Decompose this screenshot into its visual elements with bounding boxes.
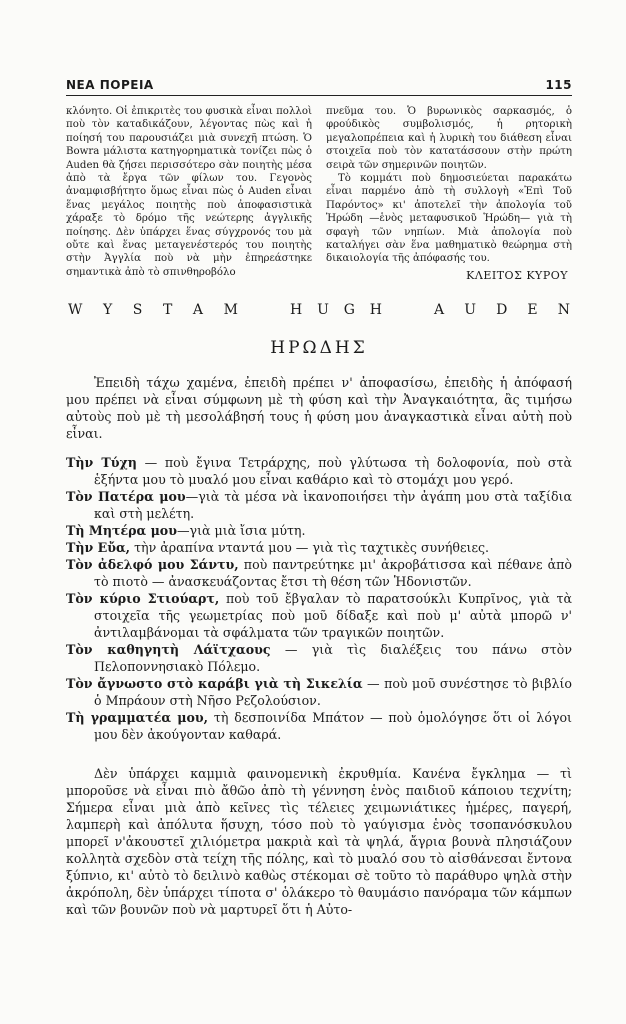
poet-name-letter: D — [496, 302, 508, 319]
gratitude-line-text: —γιὰ τὰ μέσα νὰ ἱκανοποιήσει τὴν ἀγάπη μου στὰ ταξίδια καὶ στὴ μελέτη. — [94, 489, 572, 522]
poet-name-letter: S — [132, 302, 143, 319]
poet-name-letter: A — [192, 302, 204, 319]
gratitude-line — [66, 590, 572, 641]
gratitude-line-text: — γιὰ τὶς διαλέξεις του πάνω στὸν Πελοποννησιακὸ Πόλεμο. — [94, 642, 572, 675]
gratitude-line-text: —γιὰ μιὰ ἴσια μύτη. — [176, 523, 306, 539]
poet-last-name — [434, 302, 570, 318]
gratitude-line-text: ποὺ τοῦ ἔβγαλαν τὸ παρατσούκλι Κυπρῖνος, γιὰ τὰ στοιχεῖα τῆς γεωμετρίας ποὺ μοῦ δίδαξε καὶ ποὺ μ' αὐτὰ μπορῶ ν' ἀντιλαμβάνομαι τὰ σφάλματα τῶν τραγικῶν ποιητῶν. — [94, 591, 572, 641]
page-number: 115 — [545, 78, 572, 92]
poet-first-name — [68, 302, 238, 318]
gratitude-line — [66, 641, 572, 675]
poet-name-letter: H — [290, 302, 303, 319]
poet-name-letter: Y — [102, 302, 113, 319]
gratitude-list — [66, 454, 572, 743]
gratitude-line-lead: Τὸν καθηγητὴ Λάϊτχαους — [66, 642, 271, 658]
left-column — [66, 105, 312, 282]
journal-title: ΝΕΑ ΠΟΡΕΙΑ — [66, 78, 154, 92]
poet-name-letter: U — [464, 302, 477, 319]
gratitude-line — [66, 454, 572, 488]
poem-intro — [66, 374, 572, 442]
gratitude-line — [66, 488, 572, 522]
gratitude-line — [66, 522, 572, 539]
poem-title: ΗΡΩΔΗΣ — [270, 338, 368, 359]
poet-name-letter: N — [557, 302, 570, 319]
gratitude-line-lead: Τὴ γραμματέα μου, — [66, 710, 209, 726]
poem-closing — [66, 765, 572, 918]
right-column-paragraph-2: Τὸ κομμάτι ποὺ δημοσιεύεται παρακάτω εἶναι παρμένο ἀπὸ τὴ συλλογὴ «Ἐπὶ Τοῦ Παρόντος» κι' ἀποτελεῖ τὴν ἀπολογία τοῦ Ἡρώδη —ἑνὸς μεταφυσικοῦ Ἡρώδη— γιὰ τὴ σφαγὴ τῶν νηπίων. Μιὰ ἀπολογία ποὺ καταλήγει σὰν ἕνα μαθηματικὸ θεώρημα στὴ δικαιολογία τῆς ἀπόφασής του. — [326, 173, 572, 265]
poet-name — [66, 302, 572, 318]
gratitude-line-text: τὴ δεσποινίδα Μπάτον — ποὺ ὁμολόγησε ὅτι οἱ λόγοι μου δὲν ἀκούγονταν καθαρά. — [94, 710, 572, 743]
right-column-paragraph-1: πνεῦμα του. Ὁ βυρωνικὸς σαρκασμός, ὁ φρούδικὸς συμβολισμός, ἡ ρητορικὴ μεγαλοπρέπεια καὶ ἡ λυρικὴ του διάθεση εἶναι στοιχεῖα ποὺ τὸν κατατάσσουν στὴν πρώτη σειρὰ τῶν σημερινῶν ποιητῶν. — [326, 106, 572, 171]
gratitude-line-lead: Τὸν κύριο Στιούαρτ, — [66, 591, 220, 607]
gratitude-line-text: — ποὺ ἔγινα Τετράρχης, ποὺ γλύτωσα τὴ δολοφονία, ποὺ στὰ ἑξήντα μου τὸ μυαλό μου εἶναι καθάριο καὶ τὸ στομάχι μου γερό. — [94, 455, 572, 488]
page — [66, 78, 572, 918]
poet-name-letter: E — [527, 302, 538, 319]
gratitude-line — [66, 539, 572, 556]
intro-columns — [66, 105, 572, 282]
poet-name-letter: M — [223, 302, 238, 319]
poet-name-letter: H — [369, 302, 382, 319]
poet-name-letter: U — [317, 302, 329, 319]
gratitude-line-text: τὴν ἀραπίνα νταντά μου — γιὰ τὶς ταχτικὲς συνήθειες. — [130, 540, 490, 556]
gratitude-line-lead: Τὴ Μητέρα μου — [66, 523, 177, 539]
poet-name-letter: T — [162, 302, 173, 319]
poet-name-letter: A — [434, 302, 445, 319]
poet-middle-name — [290, 302, 382, 318]
intro-paragraph: Ἐπειδὴ τάχω χαμένα, ἐπειδὴ πρέπει ν' ἀποφασίσω, ἐπειδὴς ἡ ἀπόφασή μου πρέπει νὰ εἶναι σύμφωνη μὲ τὴ φύση καὶ τὴν Ἀναγκαιότητα, ἂς τιμήσω αὐτοὺς ποὺ μὲ τὴ μεσολάβησή τους ἡ φύση μου ἀναγκαστικὰ εἶναι αὐτὴ ποὺ εἶναι. — [66, 375, 572, 442]
poet-name-letter: G — [343, 302, 355, 319]
gratitude-line-lead: Τὸν ἀδελφό μου Σάντυ, — [66, 557, 239, 573]
author-signature: ΚΛΕΙΤΟΣ ΚΥΡΟΥ — [466, 268, 568, 282]
left-column-paragraph: κλόνητο. Οἱ ἐπικριτὲς του φυσικὰ εἶναι πολλοὶ ποὺ τὸν καταδικάζουν, λέγοντας πὼς καὶ ἡ ποίησή του παρουσιάζει μιὰ συνεχῆ πτώση. Ὁ Bowra μάλιστα κατηγορηματικὰ τονίζει πὼς ὁ Auden θὰ ζήσει περισσότερο σὰν ποιητὴς μέσα ἀπὸ τὰ ἔργα τῶν φίλων του. Γεγονὸς ἀναμφισβήτητο ὅμως εἶναι πὼς ὁ Auden εἶναι ἕνας μεγάλος ποιητὴς ποὺ ἀποφασιστικὰ χάραξε τὸ δρόμο τῆς νεώτερης ἀγγλικῆς ποίησης. Δὲν ὑπάρχει ἕνας σύγχρονός του μὰ οὔτε καὶ ἕνας μεταγενέστερός του ποιητὴς στὴν Ἀγγλία ποὺ νὰ μὴν ἐπηρεάστηκε σημαντικὰ ἀπὸ τὸ σπινθηροβόλο — [66, 106, 312, 278]
gratitude-line — [66, 556, 572, 590]
gratitude-line-lead: Τὴν Εὔα, — [66, 540, 131, 556]
closing-paragraph: Δὲν ὑπάρχει καμμιὰ φαινομενικὴ ἐκρυθμία. Κανένα ἔγκλημα — τὶ μποροῦσε νὰ εἶναι πιὸ ἄθῶο ἀπὸ τὴ γέννηση ἑνὸς παιδιοῦ κάποιου τεχνίτη; Σήμερα εἶναι μιὰ ἀπὸ κεῖνες τὶς τέλειες χειμωνιάτικες ἡμέρες, παγερή, λαμπερὴ καὶ ἀπόλυτα ἥσυχη, τόσο ποὺ τὸ γαύγισμα ἑνὸς τσοπανόσκυλου μπορεῖ ν'ἀκουστεῖ χιλιόμετρα μακριὰ καὶ τὰ ψηλά, ἄγρια βουνὰ πλησιάζουν κολλητὰ σχεδὸν στὰ τείχη τῆς πόλης, καὶ τὸ μυαλό σου τὸ αἰσθάνεσαι ἔντονα ξύπνιο, κι' αὐτὸ τὸ δειλινὸ καθὼς στέκομαι σὲ τοῦτο τὸ παράθυρο ψηλὰ στὴν ἀκρόπολη, δὲν ὑπάρχει τίποτα σ' ὁλάκερο τὸ θαυμάσιο πανόραμα τῶν κάμπων καὶ τῶν βουνῶν ποὺ νὰ μαρτυρεῖ ὅτι ἡ Αὐτο- — [66, 766, 572, 918]
gratitude-line — [66, 709, 572, 743]
gratitude-line-lead: Τὸν ἄγνωστο στὸ καράβι γιὰ τὴ Σικελία — [66, 676, 363, 692]
gratitude-line-text: ποὺ παντρεύτηκε μι' ἀκροβάτισσα καὶ πέθανε ἀπὸ τὸ πιοτὸ — ἀνασκευάζοντας ἔτσι τὴ θέση τῶν Ἡδονιστῶν. — [94, 557, 572, 590]
gratitude-line-lead: Τὴν Τύχη — [66, 455, 137, 471]
right-column — [326, 105, 572, 282]
gratitude-line-text: — ποὺ μοῦ συνέστησε τὸ βιβλίο ὁ Μπράουν στὴ Νῆσο Ρεζολούσιον. — [94, 676, 572, 709]
gratitude-line — [66, 675, 572, 709]
running-header — [66, 78, 572, 96]
poet-name-letter: W — [68, 302, 83, 319]
gratitude-line-lead: Τὸν Πατέρα μου — [66, 489, 186, 505]
